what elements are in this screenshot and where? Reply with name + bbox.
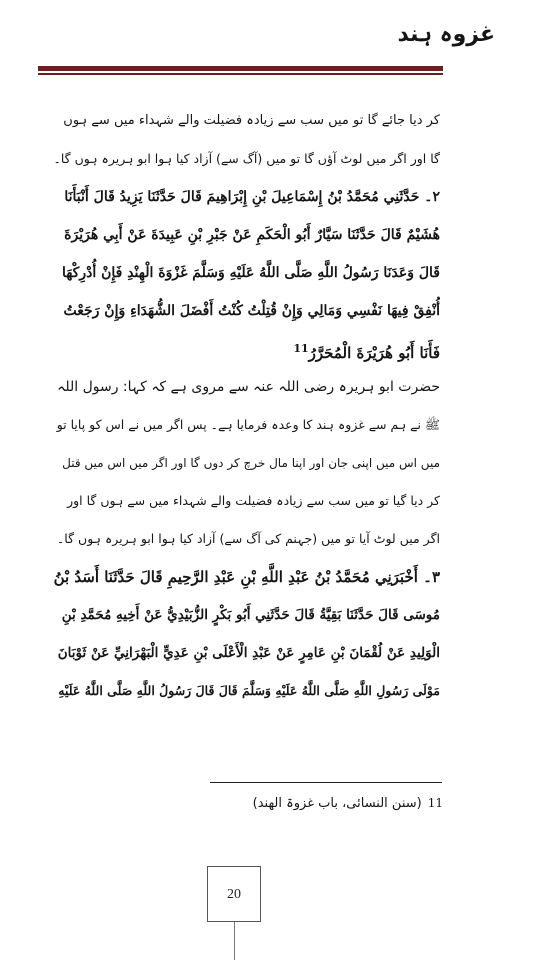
hadith-number: ۲۔ [424, 189, 440, 205]
text-line: میں اس میں اپنی جان اور اپنا مال خرچ کر دوں گا اور اگر میں اس میں قتل [62, 456, 440, 470]
header-rule-thick [38, 66, 443, 71]
arabic-line: أُنْفِقْ فِيهَا نَفْسِي وَمَالِي وَإِنْ قُتِلْتُ كُنْتُ أَفْضَلَ الشُّهَدَاءِ وَإِنْ رَجَعْتُ [63, 303, 440, 319]
arabic-line: مُوسَى قَالَ حَدَّثَنَا بَقِيَّةُ قَالَ حَدَّثَنِي أَبُو بَكْرٍ الزُّبَيْدِيُّ عَنْ أَخِيهِ مُحَمَّدِ بْنِ [61, 607, 440, 623]
arabic-line: الْوَلِيدِ عَنْ لُقْمَانَ بْنِ عَامِرٍ عَنْ عَبْدِ الْأَعْلَى بْنِ عَدِيٍّ الْبَهْرَانِيِّ عَنْ ثَوْبَانَ [57, 645, 440, 661]
footnote-ref: 11 [293, 342, 309, 355]
hadith-2-line: ۲۔ حَدَّثَنِي مُحَمَّدُ بْنُ إِسْمَاعِيلَ بْنِ إِبْرَاهِيمَ قَالَ حَدَّثَنَا يَزِيدُ قَالَ أَنْبَأَنَا [64, 189, 440, 205]
footnote [253, 796, 443, 811]
header-rule-thin [38, 73, 443, 75]
footnote-text: (سنن النسائی، باب غزوۃ الھند) [252, 796, 422, 811]
text-line: گا اور اگر میں لوٹ آؤں گا تو میں (آگ سے) آزاد کیا ہوا ابو ہریرہ ہوں گا۔ [54, 151, 440, 166]
arabic-line: مَوْلَى رَسُولِ اللَّهِ صَلَّى اللَّهُ عَلَيْهِ وَسَلَّمَ قَالَ قَالَ رَسُولُ اللَّهِ صَلَّى اللَّهُ عَلَيْهِ [58, 683, 440, 698]
running-header-title: غزوہ ہند [397, 22, 495, 47]
hadith-number: ۳۔ [423, 568, 440, 586]
text-line: اگر میں لوٹ آیا تو میں (جہنم کی آگ سے) آزاد کیا ہوا ابو ہریرہ ہوں گا۔ [56, 531, 440, 546]
arabic-line: قَالَ وَعَدَنَا رَسُولُ اللَّهِ صَلَّى اللَّهُ عَلَيْهِ وَسَلَّمَ غَزْوَةَ الْهِنْدِ فَإِنْ أُدْرِكْهَا [61, 265, 440, 281]
footnote-number: 11 [427, 796, 443, 810]
page-number-stem [234, 922, 235, 960]
text-line: ﷺ نے ہم سے غزوہ ہند کا وعدہ فرمایا ہے۔ پس اگر میں نے اس کو پایا تو [56, 417, 440, 432]
arabic-line: هُشَيْمٌ قَالَ حَدَّثَنَا سَيَّارٌ أَبُو الْحَكَمِ عَنْ جَبْرِ بْنِ عَبِيدَةَ عَنْ أَبِي هُرَيْرَةَ [64, 227, 440, 243]
hadith-3-line: ۳۔ أَخْبَرَنِي مُحَمَّدُ بْنُ عَبْدِ اللَّهِ بْنِ عَبْدِ الرَّحِيمِ قَالَ حَدَّثَنَا أَسَدُ بْنُ [54, 568, 440, 586]
main-body-text [54, 102, 440, 710]
text-line: حضرت ابو ہریرہ رضی اللہ عنہ سے مروی ہے کہ کہا: رسول اللہ [57, 379, 440, 395]
page-number: 20 [207, 866, 261, 922]
text-line: کر دیا جائے گا تو میں سب سے زیادہ فضیلت والے شہداء میں سے ہوں [63, 113, 440, 128]
footnote-separator [210, 782, 442, 783]
text-line: کر دیا گیا تو میں سب سے زیادہ فضیلت والے شہداء میں سے ہوں گا اور [67, 493, 440, 508]
arabic-line: فَأَنَا أَبُو هُرَيْرَةَ الْمُحَرَّرُ$^{11}$ [293, 342, 440, 362]
